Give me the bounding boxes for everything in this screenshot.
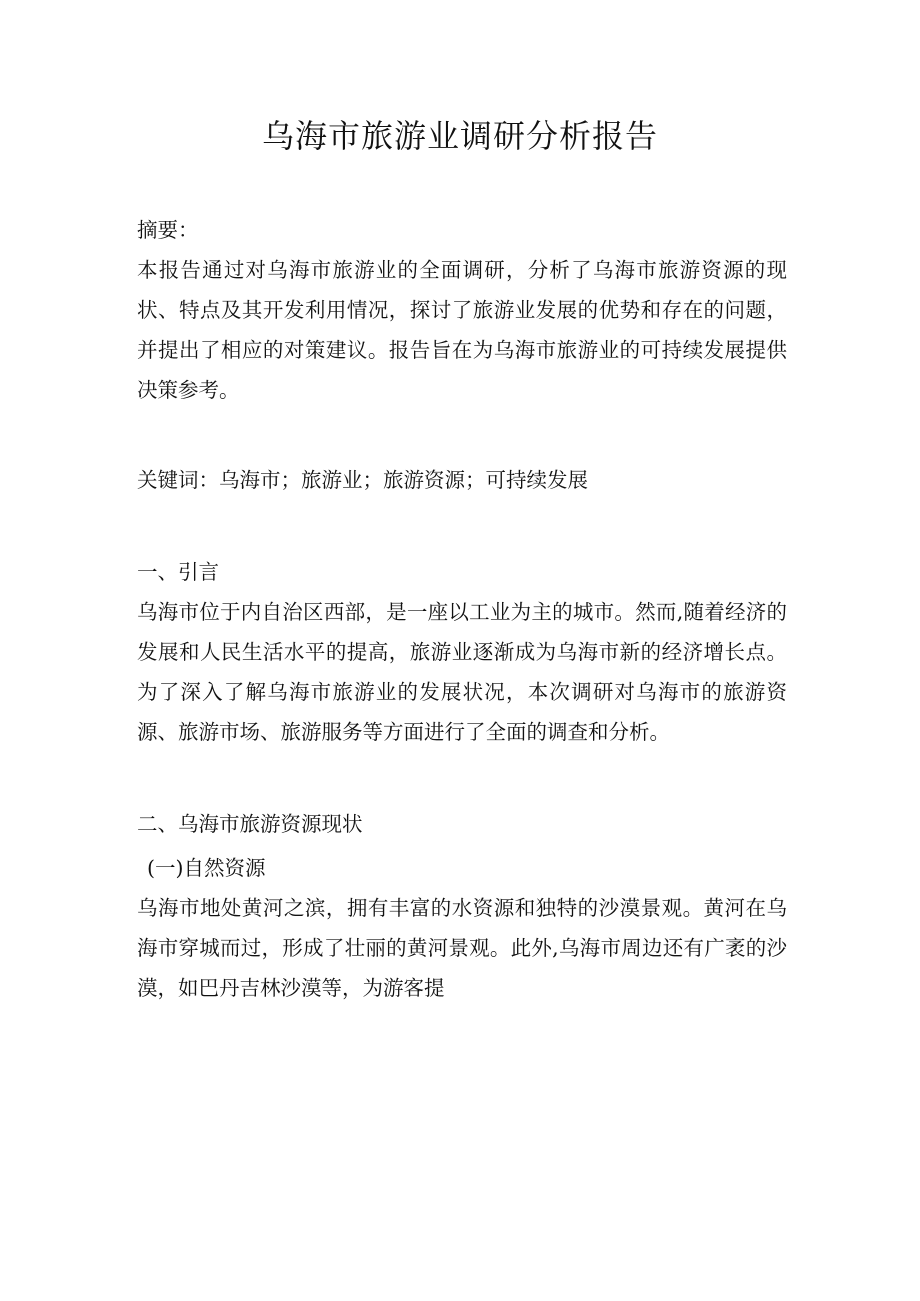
introduction-paragraph: 乌海市位于内自治区西部，是一座以工业为主的城市。然而,随着经济的发展和人民生活水平的提高，旅游业逐渐成为乌海市新的经济增长点。为了深入了解乌海市旅游业的发展状况，本次调研对乌海市的旅游资源、旅游市场、旅游服务等方面进行了全面的调查和分析。	[137, 600, 787, 744]
document-title: 乌海市旅游业调研分析报告	[261, 117, 658, 155]
section-heading-introduction: 一、引言	[137, 560, 219, 584]
abstract-paragraph: 本报告通过对乌海市旅游业的全面调研，分析了乌海市旅游资源的现状、特点及其开发利用情况，探讨了旅游业发展的优势和存在的问题，并提出了相应的对策建议。报告旨在为乌海市旅游业的可持续发展提供决策参考。	[137, 258, 787, 402]
section-heading-resources: 二、乌海市旅游资源现状	[137, 812, 363, 836]
natural-resources-paragraph: 乌海市地处黄河之滨，拥有丰富的水资源和独特的沙漠景观。黄河在乌海市穿城而过，形成了壮丽的黄河景观。此外,乌海市周边还有广袤的沙漠，如巴丹吉林沙漠等，为游客提	[137, 896, 787, 1000]
document-body	[137, 210, 787, 1008]
keywords-line: 关键词：乌海市；旅游业；旅游资源；可持续发展	[137, 468, 588, 492]
subsection-heading-natural-resources: (一)自然资源	[147, 856, 266, 880]
abstract-heading: 摘要：	[137, 218, 199, 242]
